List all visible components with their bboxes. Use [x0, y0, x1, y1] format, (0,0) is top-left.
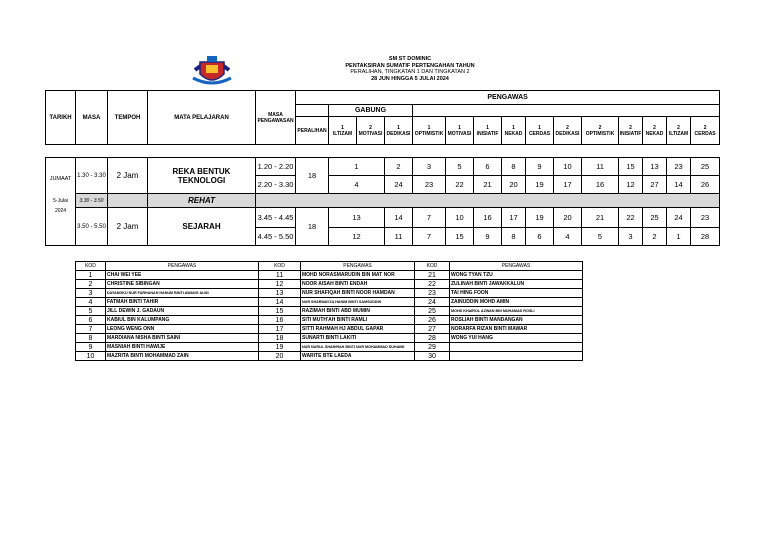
invigilator-code: 7	[413, 208, 446, 228]
legend-code: 3	[76, 289, 106, 298]
legend-invigilator-name: MASNIAH BINTI HAWIJE	[106, 343, 259, 352]
legend-kod-header: KOD	[76, 262, 106, 271]
invigilator-code: 1	[667, 228, 691, 246]
legend-code: 13	[259, 289, 301, 298]
legend-code: 20	[259, 352, 301, 361]
invigilator-code: 25	[643, 208, 667, 228]
session1-slot2-time: 2.20 - 3.30	[256, 176, 296, 194]
class-header: 2 INISIATIF	[619, 117, 643, 145]
invigilator-code: 8	[502, 158, 526, 176]
legend-row	[76, 271, 583, 280]
legend-code: 19	[259, 343, 301, 352]
legend-code: 23	[415, 289, 450, 298]
legend-kod-header: KOD	[415, 262, 450, 271]
legend-code: 28	[415, 334, 450, 343]
class-header: 1 DEDIKASI	[385, 117, 413, 145]
invigilator-code: 11	[385, 228, 413, 246]
invigilator-code: 8	[502, 228, 526, 246]
invigilator-code: 15	[619, 158, 643, 176]
class-header: 2 NEKAD	[643, 117, 667, 145]
legend-code: 25	[415, 307, 450, 316]
legend-code: 7	[76, 325, 106, 334]
legend-code: 26	[415, 316, 450, 325]
class-header: 2 OPTIMISTIK	[582, 117, 619, 145]
legend-code: 21	[415, 271, 450, 280]
day-label: JUMAAT	[46, 176, 76, 194]
schedule-header-table	[45, 90, 720, 145]
legend-invigilator-name: ZAINUDDIN MOHD AMIN	[450, 298, 583, 307]
invigilator-code: 5	[582, 228, 619, 246]
legend-invigilator-name: JILL DEWIN J. GADAUN	[106, 307, 259, 316]
invigilator-code: 14	[385, 208, 413, 228]
invigilator-code: 13	[329, 208, 385, 228]
class-header: 1 NEKAD	[502, 117, 526, 145]
invigilator-code: 14	[667, 176, 691, 194]
invigilator-code: 3	[413, 158, 446, 176]
legend-row	[76, 334, 583, 343]
invigilator-code: 28	[691, 228, 720, 246]
legend-pengawas-header: PENGAWAS	[301, 262, 415, 271]
legend-code: 27	[415, 325, 450, 334]
invigilator-code: 6	[474, 158, 502, 176]
class-peralihan: PERALIHAN	[296, 117, 329, 145]
legend-row	[76, 325, 583, 334]
header-masa-pengawasan: MASA PENGAWASAN	[256, 91, 296, 145]
year-label: 2024	[46, 208, 76, 228]
legend-invigilator-name: CHRISTINE SIBINGAN	[106, 280, 259, 289]
invigilator-code: 6	[526, 228, 554, 246]
invigilator-code: 23	[667, 158, 691, 176]
invigilator-code: 10	[446, 208, 474, 228]
schedule-table	[45, 157, 720, 246]
legend-invigilator-name: KABIUL BIN KALUMPANG	[106, 316, 259, 325]
session1-slot1-time: 1.20 - 2.20	[256, 158, 296, 176]
class-header: 2 CERDAS	[691, 117, 720, 145]
school-crest-logo	[191, 52, 233, 88]
invigilator-code: 26	[691, 176, 720, 194]
invigilator-code: 16	[582, 176, 619, 194]
legend-code: 12	[259, 280, 301, 289]
legend-code: 10	[76, 352, 106, 361]
exam-subtitle: PERALIHAN, TINGKATAN 1 DAN TINGKATAN 2	[350, 69, 470, 75]
legend-code: 17	[259, 325, 301, 334]
legend-invigilator-name: RAZIMAH BINTI ABD MUMIN	[301, 307, 415, 316]
legend-invigilator-name: MAZRITA BINTI MOHAMMAD ZAIN	[106, 352, 259, 361]
invigilator-code: 23	[413, 176, 446, 194]
invigilator-code: 19	[526, 176, 554, 194]
invigilator-code: 24	[385, 176, 413, 194]
legend-code: 2	[76, 280, 106, 289]
legend-invigilator-name: MOHD KHAIROL AZWAN BIN MUHAMAD ROSLI	[450, 307, 583, 316]
invigilator-code: 12	[619, 176, 643, 194]
header-pengawas: PENGAWAS	[296, 91, 720, 105]
legend-invigilator-name: FATMAH BINTI TAHIR	[106, 298, 259, 307]
invigilator-code: 3	[619, 228, 643, 246]
session2-slot2-time: 4.45 - 5.50	[256, 228, 296, 246]
class-header: 1 INISIATIF	[474, 117, 502, 145]
invigilator-code: 12	[329, 228, 385, 246]
invigilator-code: 21	[582, 208, 619, 228]
invigilator-code: 25	[691, 158, 720, 176]
legend-row	[76, 289, 583, 298]
header-masa: MASA	[76, 91, 108, 145]
invigilator-code: 13	[643, 158, 667, 176]
legend-code: 22	[415, 280, 450, 289]
session2-masa: 3.50 - 5.50	[76, 208, 108, 246]
invigilator-code: 17	[554, 176, 582, 194]
header-gabung: GABUNG	[329, 105, 413, 117]
invigilator-code: 9	[474, 228, 502, 246]
legend-row	[76, 352, 583, 361]
class-header: 1 MOTIVASI	[446, 117, 474, 145]
invigilator-code: 19	[526, 208, 554, 228]
session2-tempoh: 2 Jam	[108, 208, 148, 246]
header-tarikh: TARIKH	[46, 91, 76, 145]
legend-pengawas-header: PENGAWAS	[450, 262, 583, 271]
legend-invigilator-name: LEONG WENG ONN	[106, 325, 259, 334]
class-header: 1 ILTIZAM	[329, 117, 357, 145]
legend-code: 16	[259, 316, 301, 325]
legend-invigilator-name: NORARFA RIZAN BINTI MAWAR	[450, 325, 583, 334]
legend-invigilator-name: TAI HING FOON	[450, 289, 583, 298]
legend-code: 18	[259, 334, 301, 343]
exam-dates: 28 JUN HINGGA 5 JULAI 2024	[371, 75, 449, 82]
invigilator-code: 20	[502, 176, 526, 194]
legend-code: 6	[76, 316, 106, 325]
legend-invigilator-name: WONG YUI HANG	[450, 334, 583, 343]
legend-code: 4	[76, 298, 106, 307]
invigilator-code: 4	[554, 228, 582, 246]
class-header: 2 DEDIKASI	[554, 117, 582, 145]
class-header: 1 CERDAS	[526, 117, 554, 145]
legend-invigilator-name: SITTI RAHMAH HJ ABDUL GAPAR	[301, 325, 415, 334]
session1-masa: 1.30 - 3.30	[76, 158, 108, 194]
legend-pengawas-header: PENGAWAS	[106, 262, 259, 271]
exam-title: PENTAKSIRAN SUMATIF PERTENGAHAN TAHUN	[345, 62, 475, 69]
legend-code: 29	[415, 343, 450, 352]
invigilator-code: 24	[667, 208, 691, 228]
legend-row	[76, 316, 583, 325]
legend-invigilator-name: NOOR AISAH BINTI ENDAH	[301, 280, 415, 289]
invigilator-code: 10	[554, 158, 582, 176]
legend-invigilator-name: MARDIANA NISHA BINTI SAINI	[106, 334, 259, 343]
class-header: 2 ILTIZAM	[667, 117, 691, 145]
invigilator-code: 4	[329, 176, 385, 194]
legend-row	[76, 298, 583, 307]
legend-kod-header: KOD	[259, 262, 301, 271]
invigilator-code: 23	[691, 208, 720, 228]
break-masa: 3.30 - 3.50	[76, 194, 108, 208]
invigilator-code: 2	[643, 228, 667, 246]
session1-pengawasan: 18	[296, 158, 329, 194]
invigilator-code: 22	[619, 208, 643, 228]
legend-row	[76, 343, 583, 352]
legend-code: 15	[259, 307, 301, 316]
legend-invigilator-name: CHAI WEI YEE	[106, 271, 259, 280]
legend-invigilator-name: MOHD NORASMARUDIN BIN MAT NOR	[301, 271, 415, 280]
legend-invigilator-name: ROSLIAH BINTI MANDANGAN	[450, 316, 583, 325]
legend-invigilator-name: NUR SHARMAYZA HANIM BINTI SAMSUDDIN	[301, 298, 415, 307]
session1-tempoh: 2 Jam	[108, 158, 148, 194]
invigilator-code: 11	[582, 158, 619, 176]
invigilator-legend-table	[75, 261, 583, 361]
class-header: 1 OPTIMISTIK	[413, 117, 446, 145]
legend-invigilator-name: DAYANGKU NUR FARHANAH HANUM BINTI AWANG ALWI	[106, 289, 259, 298]
invigilator-code: 20	[554, 208, 582, 228]
header-mata-pelajaran: MATA PELAJARAN	[148, 91, 256, 145]
invigilator-code: 16	[474, 208, 502, 228]
legend-row	[76, 280, 583, 289]
session1-subject: REKA BENTUK TEKNOLOGI	[148, 158, 256, 194]
session2-slot1-time: 3.45 - 4.45	[256, 208, 296, 228]
invigilator-code: 7	[413, 228, 446, 246]
legend-code: 30	[415, 352, 450, 361]
invigilator-code: 15	[446, 228, 474, 246]
legend-invigilator-name: ZULINAH BINTI JAWAKKALUN	[450, 280, 583, 289]
legend-row	[76, 307, 583, 316]
invigilator-code: 17	[502, 208, 526, 228]
invigilator-code: 22	[446, 176, 474, 194]
legend-invigilator-name: SITI MUTH'AH BINTI RAMLI	[301, 316, 415, 325]
class-header: 2 MOTIVASI	[357, 117, 385, 145]
session2-pengawasan: 18	[296, 208, 329, 246]
invigilator-code: 9	[526, 158, 554, 176]
legend-invigilator-name	[450, 352, 583, 361]
break-label: REHAT	[148, 194, 256, 208]
legend-code: 11	[259, 271, 301, 280]
legend-code: 5	[76, 307, 106, 316]
legend-code: 14	[259, 298, 301, 307]
header-tempoh: TEMPOH	[108, 91, 148, 145]
school-name: SM ST DOMINIC	[388, 56, 432, 62]
legend-invigilator-name	[450, 343, 583, 352]
invigilator-code: 2	[385, 158, 413, 176]
legend-code: 24	[415, 298, 450, 307]
legend-invigilator-name: SUNARTI BINTI LAKITI	[301, 334, 415, 343]
invigilator-code: 5	[446, 158, 474, 176]
session2-subject: SEJARAH	[148, 208, 256, 246]
invigilator-code: 27	[643, 176, 667, 194]
legend-invigilator-name: NUR SHAFIQAH BINTI NOOR HAMDAN	[301, 289, 415, 298]
invigilator-code: 1	[329, 158, 385, 176]
legend-invigilator-name: WARITE BTE LAEDA	[301, 352, 415, 361]
invigilator-code: 21	[474, 176, 502, 194]
legend-code: 1	[76, 271, 106, 280]
legend-invigilator-name: WONG TYAN TZU	[450, 271, 583, 280]
document-header	[290, 56, 530, 82]
legend-code: 9	[76, 343, 106, 352]
legend-invigilator-name: NUR NURUL SHAHIRAH BINTI NUR MOHAMMAD SUHAIMI	[301, 343, 415, 352]
date-label: 5-Julai	[46, 194, 76, 208]
legend-code: 8	[76, 334, 106, 343]
